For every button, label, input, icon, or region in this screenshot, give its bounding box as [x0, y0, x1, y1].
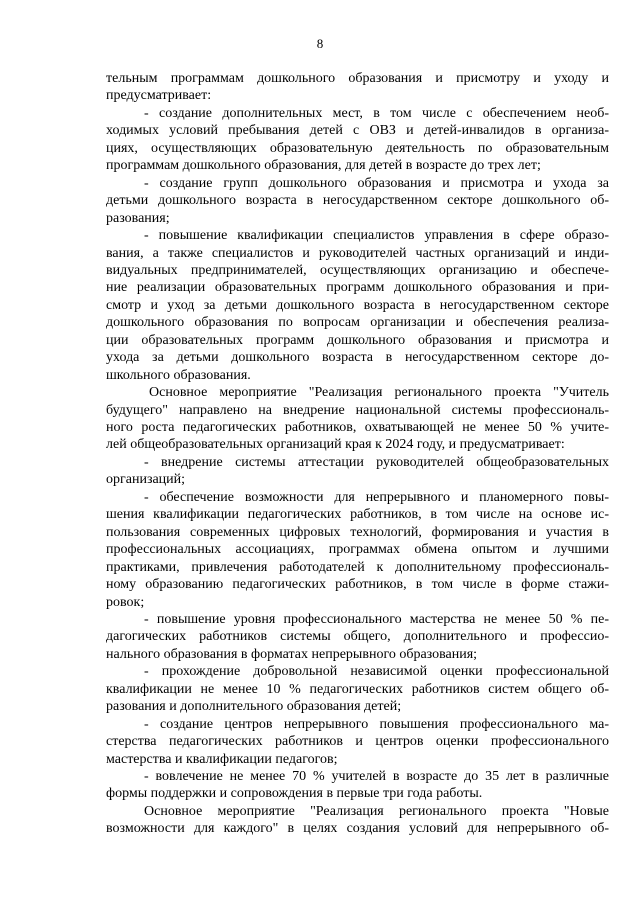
text-line: организаций; — [106, 472, 186, 488]
text-line: - создание дополнительных мест, в том числе с обеспечением необ- — [144, 105, 609, 121]
text-line: детьми дошкольного возраста в негосударственном секторе дошкольного об- — [106, 193, 609, 209]
text-line: - прохождение добровольной независимой оценки профессиональной — [144, 664, 609, 680]
text-line: - создание центров непрерывного повышения профессионального ма- — [144, 716, 609, 732]
text-line: разования и дополнительного образования детей; — [106, 699, 402, 715]
text-line: Основное мероприятие "Реализация регионального проекта "Новые — [144, 803, 609, 819]
text-line: ровок; — [106, 594, 145, 610]
text-line: - вовлечение не менее 70 % учителей в возрасте до 35 лет в различные — [144, 769, 609, 784]
text-line: ного роста педагогических работников, охватывающей не менее 50 % учите- — [106, 420, 609, 435]
text-line: лей общеобразовательных организаций края к 2024 году, и предусматривает: — [106, 437, 565, 453]
text-line: мастерства и квалификации педагогов; — [106, 751, 338, 767]
text-line: профессиональных ассоциациях, программах обмена опытом и лучшими — [106, 542, 609, 558]
text-line: ному образованию педагогических работников, в том числе в форме стажи- — [106, 577, 609, 593]
text-line: школьного образования. — [106, 367, 251, 383]
text-line: тельным программам дошкольного образования и присмотру и уходу и — [106, 71, 609, 86]
text-line: ции образовательных программ дошкольного образования и присмотра и — [106, 332, 609, 348]
text-line: смотр и уход за детьми дошкольного возраста в негосударственном секторе — [106, 297, 609, 313]
text-line: дошкольного образования по вопросам организации и обеспечения реализа- — [106, 315, 609, 331]
text-line: ухода за детьми дошкольного возраста в негосударственном секторе до- — [106, 350, 609, 366]
text-line: предусматривает: — [106, 88, 212, 104]
text-line: - повышение уровня профессионального мастерства не менее 50 % пе- — [144, 611, 609, 627]
text-line: квалификации не менее 10 % педагогических работников систем общего об- — [106, 681, 609, 697]
text-line: разования; — [106, 210, 170, 226]
text-line: формы поддержки и сопровождения в первые три года работы. — [106, 786, 483, 802]
text-line: ние реализации образовательных программ дошкольного образования и при- — [106, 280, 609, 296]
text-line: - обеспечение возможности для непрерывного и планомерного повы- — [144, 489, 609, 505]
text-line: будущего" направлено на внедрение национальной системы профессиональ- — [106, 402, 609, 418]
text-line: программам дошкольного образования, для детей в возрасте до трех лет; — [106, 158, 541, 174]
text-line: Основное мероприятие "Реализация регионального проекта "Учитель — [149, 385, 609, 401]
text-line: - создание групп дошкольного образования и присмотра и ухода за — [144, 175, 609, 191]
text-line: нального образования в форматах непрерывного образования; — [106, 646, 478, 662]
text-line: пользования современных цифровых технологий, формирования и участия в — [106, 524, 609, 540]
text-line: шения квалификации педагогических работников, в том числе на основе ис- — [106, 507, 609, 523]
text-line: видуальных предпринимателей, осуществляющих организацию и обеспече- — [106, 262, 609, 278]
text-line: практиками, привлечения работодателей к дополнительному профессиональ- — [106, 559, 609, 575]
text-line: стерства педагогических работников и центров оценки профессионального — [106, 734, 609, 750]
page-number: 8 — [316, 36, 324, 51]
text-line: ходимых условий пребывания детей с ОВЗ и детей-инвалидов в организа- — [106, 123, 609, 139]
text-line: возможности для каждого" в целях создания условий для непрерывного об- — [106, 821, 609, 837]
text-line: вания, а также специалистов и руководителей частных организаций и инди- — [106, 245, 609, 261]
text-line: циях, осуществляющих образовательную деятельность по образовательным — [106, 140, 609, 156]
text-line: - повышение квалификации специалистов управления в сфере образо- — [144, 228, 609, 244]
text-line: дагогических работников системы общего, дополнительного и профессио- — [106, 629, 609, 645]
text-line: - внедрение системы аттестации руководителей общеобразовательных — [144, 454, 609, 470]
